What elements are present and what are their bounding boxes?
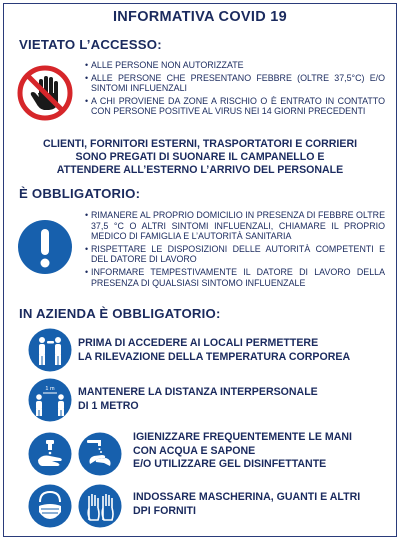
list-item: • RISPETTARE LE DISPOSIZIONI DELLE AUTORITÀ COMPETENTI E DEL DATORE DI LAVORO xyxy=(85,244,385,265)
list-item: • INFORMARE TEMPESTIVAMENTE IL DATORE DI LAVORO DELLA PRESENZA DI QUALSIASI SINTOMO INFLUENZALE xyxy=(85,267,385,288)
rule-line: PRIMA DI ACCEDERE AI LOCALI PERMETTERE xyxy=(78,337,319,349)
mandatory-list xyxy=(85,210,385,290)
list-item: • A CHI PROVIENE DA ZONE A RISCHIO O È ENTRATO IN CONTATTO CON PERSONE POSITIVE AL VIRUS NEI 14 GIORNI PRECEDENTI xyxy=(85,96,385,117)
forbidden-list xyxy=(85,60,385,119)
temperature-check-icon xyxy=(28,328,72,372)
distance-label: 1 m xyxy=(45,386,55,392)
face-mask-icon xyxy=(28,484,72,528)
list-item: • RIMANERE AL PROPRIO DOMICILIO IN PRESENZA DI FEBBRE OLTRE 37,5 °C O ALTRI SINTOMI INFLUENZALI, CHIAMARE IL PROPRIO MEDICO DI FAMIGLIA E L’AUTORITÀ SANITARIA xyxy=(85,210,385,242)
no-entry-hand-icon xyxy=(17,65,73,121)
rule-temperature xyxy=(78,337,384,364)
rule-hand-hygiene xyxy=(133,431,385,472)
rule-line: E/O UTILIZZARE GEL DISINFETTANTE xyxy=(133,458,327,470)
rule-line: DPI FORNITI xyxy=(133,504,196,517)
rule-line: INDOSSARE MASCHERINA, GUANTI E ALTRI xyxy=(133,491,361,503)
rule-line: DI 1 METRO xyxy=(78,399,139,412)
rule-line: CON ACQUA E SAPONE xyxy=(133,444,256,457)
visitors-notice xyxy=(10,138,390,177)
rule-line: IGIENIZZARE FREQUENTEMENTE LE MANI xyxy=(133,431,352,443)
rule-line: LA RILEVAZIONE DELLA TEMPERATURA CORPOREA xyxy=(78,350,351,363)
exclamation-icon xyxy=(17,219,73,275)
company-heading: IN AZIENDA È OBBLIGATORIO: xyxy=(19,306,221,321)
notice-line: SONO PREGATI DI SUONARE IL CAMPANELLO E xyxy=(75,151,325,163)
distance-icon xyxy=(28,378,72,422)
gloves-icon xyxy=(78,484,122,528)
hand-washing-icon xyxy=(78,432,122,476)
list-item: • ALLE PERSONE CHE PRESENTANO FEBBRE (OLTRE 37,5°C) E/O SINTOMI INFLUENZALI xyxy=(85,73,385,94)
rule-ppe xyxy=(133,491,385,518)
notice-line: CLIENTI, FORNITORI ESTERNI, TRASPORTATORI E CORRIERI xyxy=(42,138,358,150)
list-item: • ALLE PERSONE NON AUTORIZZATE xyxy=(85,60,385,71)
rule-distance xyxy=(78,386,384,413)
mandatory-heading: È OBBLIGATORIO: xyxy=(19,186,141,201)
rule-line: MANTENERE LA DISTANZA INTERPERSONALE xyxy=(78,386,318,398)
sanitizer-gel-icon xyxy=(28,432,72,476)
forbidden-heading: VIETATO L’ACCESSO: xyxy=(19,37,162,52)
notice-line: ATTENDERE ALL’ESTERNO L’ARRIVO DEL PERSONALE xyxy=(56,164,344,176)
poster-title: INFORMATIVA COVID 19 xyxy=(112,9,288,25)
